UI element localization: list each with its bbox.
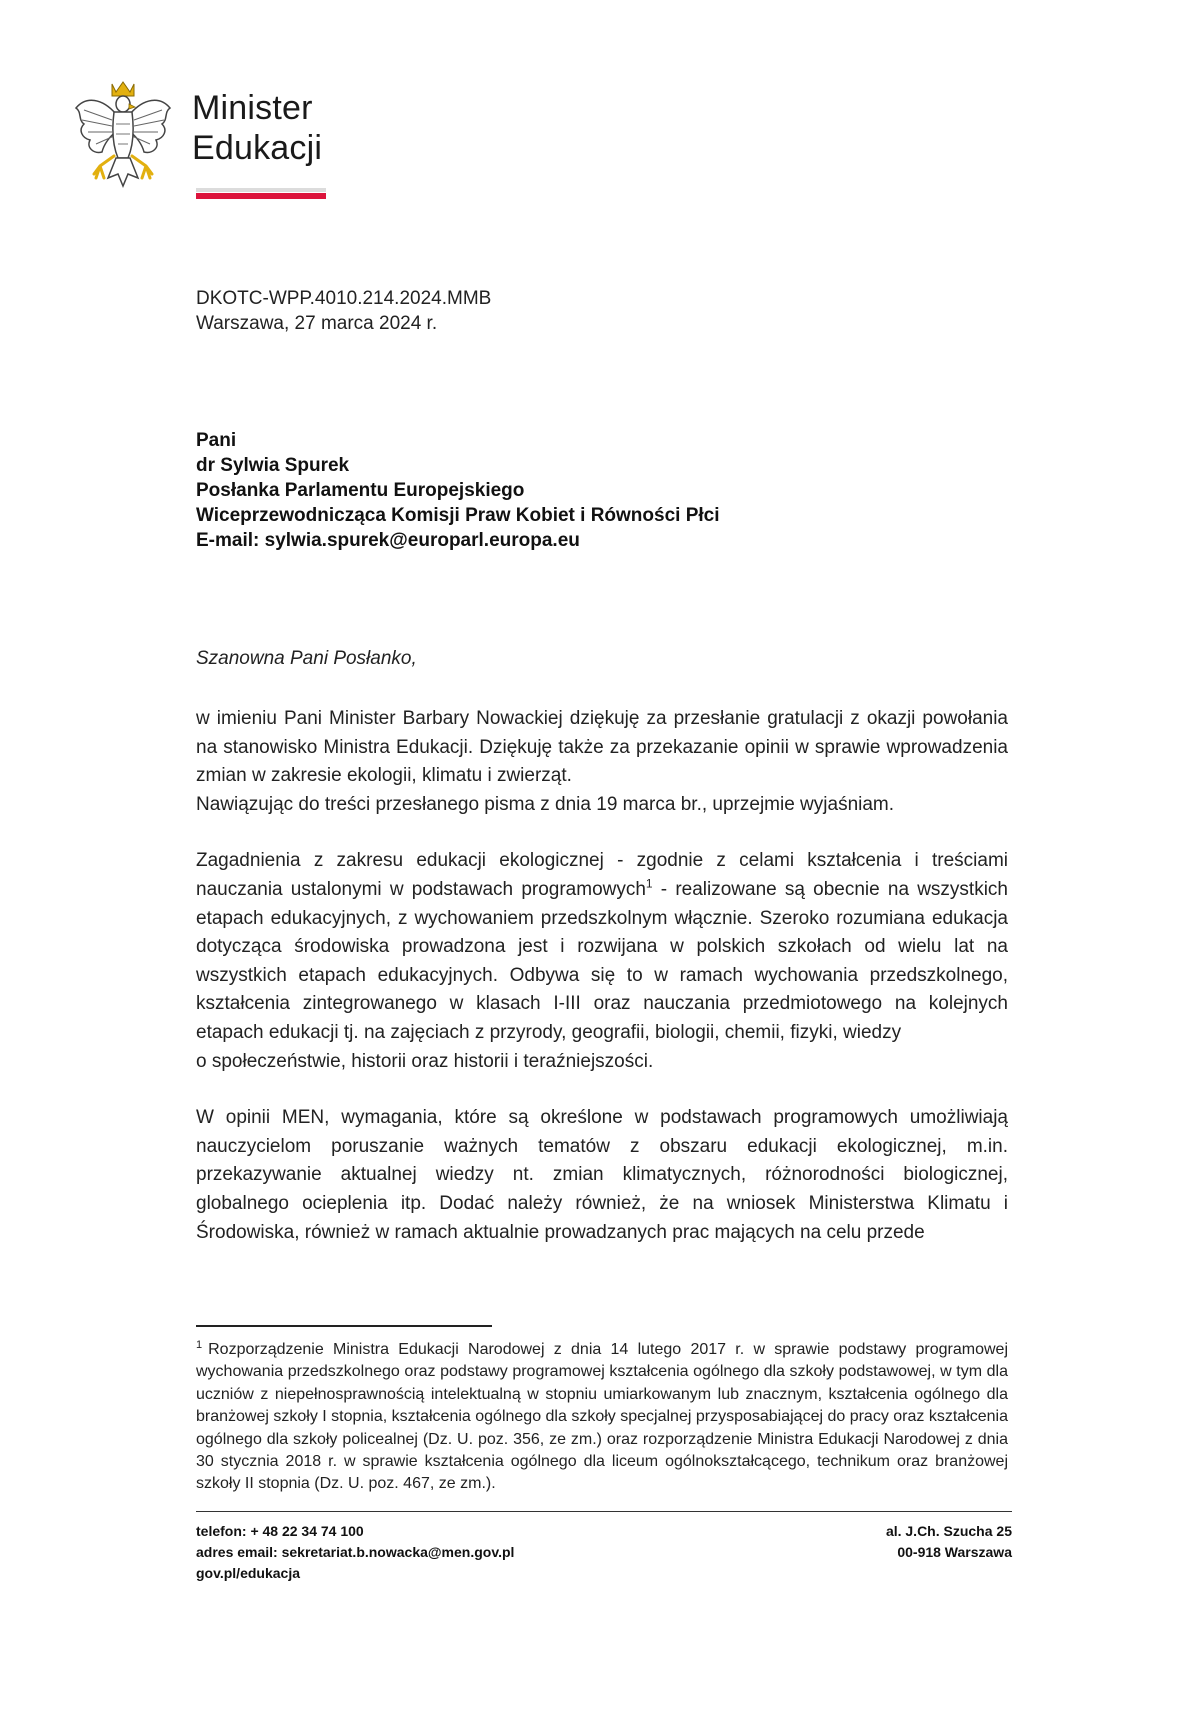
footer-city: 00-918 Warszawa [897,1544,1012,1560]
footnote [196,1339,1008,1496]
footer-website: gov.pl/edukacja [196,1565,300,1581]
body-paragraph-2: Nawiązując do treści przesłanego pisma z dnia 19 marca br., uprzejmie wyjaśniam. [196,793,895,815]
footer-phone: telefon: + 48 22 34 74 100 [196,1523,364,1539]
flag-stripe-red [196,193,326,199]
addressee-name: dr Sylwia Spurek [196,455,350,476]
addressee-role: Wiceprzewodnicząca Komisji Praw Kobiet i Równości Płci [196,505,720,526]
reference-number: DKOTC-WPP.4010.214.2024.MMB [196,288,492,309]
addressee-block [196,428,720,553]
body-paragraph-3-part2: - realizowane są obecnie na wszystkich etapach edukacyjnych, z wychowaniem przedszkolnym włącznie. Szeroko rozumiana edukacja dotycząca środowiska prowadzona jest i rozwijana w polskich szkołach od wielu lat na wszystkich etapach edukacyjnych. Odbywa się to w ramach wychowania przedszkolnego, kształcenia zintegrowanego w klasach I-III oraz nauczania przedmiotowego na kolejnych etapach edukacji tj. na zajęciach z przyrody, geografii, biologii, chemii, fizyki, wiedzy [196,878,1009,1043]
letter-body [196,705,1008,1247]
addressee-email: E-mail: sylwia.spurek@europarl.europa.eu [196,530,580,551]
reference-block [196,286,491,336]
ministry-name-line2: Edukacji [192,129,323,167]
addressee-title: Pani [196,430,237,451]
footnote-text: Rozporządzenie Ministra Edukacji Narodowej z dnia 14 lutego 2017 r. w sprawie podstawy programowej wychowania przedszkolnego oraz podstawy programowej kształcenia ogólnego dla szkoły podstawowej, w tym dla uczniów z niepełnosprawnością intelektualną w stopniu umiarkowanym lub znacznym, kształcenia ogólnego dla branżowej szkoły I stopnia, kształcenia ogólnego dla szkoły specjalnej przysposabiającej do pracy oraz kształcenia ogólnego dla szkoły policealnej (Dz. U. poz. 356, ze zm.) oraz rozporządzenie Ministra Edukacji Narodowej z dnia 30 stycznia 2018 r. w sprawie kształcenia ogólnego dla liceum ogólnokształcącego, technikum oraz branżowej szkoły II stopnia (Dz. U. poz. 467, ze zm.). [196,1341,1008,1493]
polish-eagle-icon [72,78,174,196]
footer-street: al. J.Ch. Szucha 25 [885,1523,1012,1539]
footer-separator [196,1511,1012,1512]
footnote-number: 1 [196,1338,203,1351]
footnote-reference: 1 [645,876,653,891]
footnote-separator [196,1325,492,1327]
body-paragraph-3-part1: Zagadnienia z zakresu edukacji ekologicznej - zgodnie z celami kształcenia i treściami nauczania ustalonymi w podstawach programowych [196,850,1008,900]
body-paragraph-5: W opinii MEN, wymagania, które są określone w podstawach programowych umożliwiają nauczycielom poruszanie ważnych tematów z obszaru edukacji ekologicznej, m.in. przekazywanie aktualnej wiedzy nt. zmian klimatycznych, różnorodności biologicznej, globalnego ocieplenia itp. Dodać należy również, że na wniosek Ministerstwa Klimatu i Środowiska, również w ramach aktualnie prowadzanych prac mających na celu przede [196,1107,1008,1243]
flag-stripe-white [196,188,326,192]
place-date: Warszawa, 27 marca 2024 r. [196,313,438,334]
footer-email: adres email: sekretariat.b.nowacka@men.gov.pl [196,1544,515,1560]
salutation: Szanowna Pani Posłanko, [196,648,417,669]
addressee-position: Posłanka Parlamentu Europejskiego [196,480,525,501]
ministry-name-line1: Minister [192,89,313,127]
body-paragraph-4: o społeczeństwie, historii oraz historii i teraźniejszości. [196,1050,654,1072]
body-paragraph-3 [196,847,1008,1047]
footer-contact [196,1521,514,1584]
body-paragraph-1: w imieniu Pani Minister Barbary Nowackiej dziękuję za przesłanie gratulacji z okazji powołania na stanowisko Ministra Edukacji. Dziękuję także za przekazanie opinii w sprawie wprowadzenia zmian w zakresie ekologii, klimatu i zwierząt. [196,708,1008,787]
footer-address [886,1521,1012,1563]
ministry-name [192,88,352,168]
